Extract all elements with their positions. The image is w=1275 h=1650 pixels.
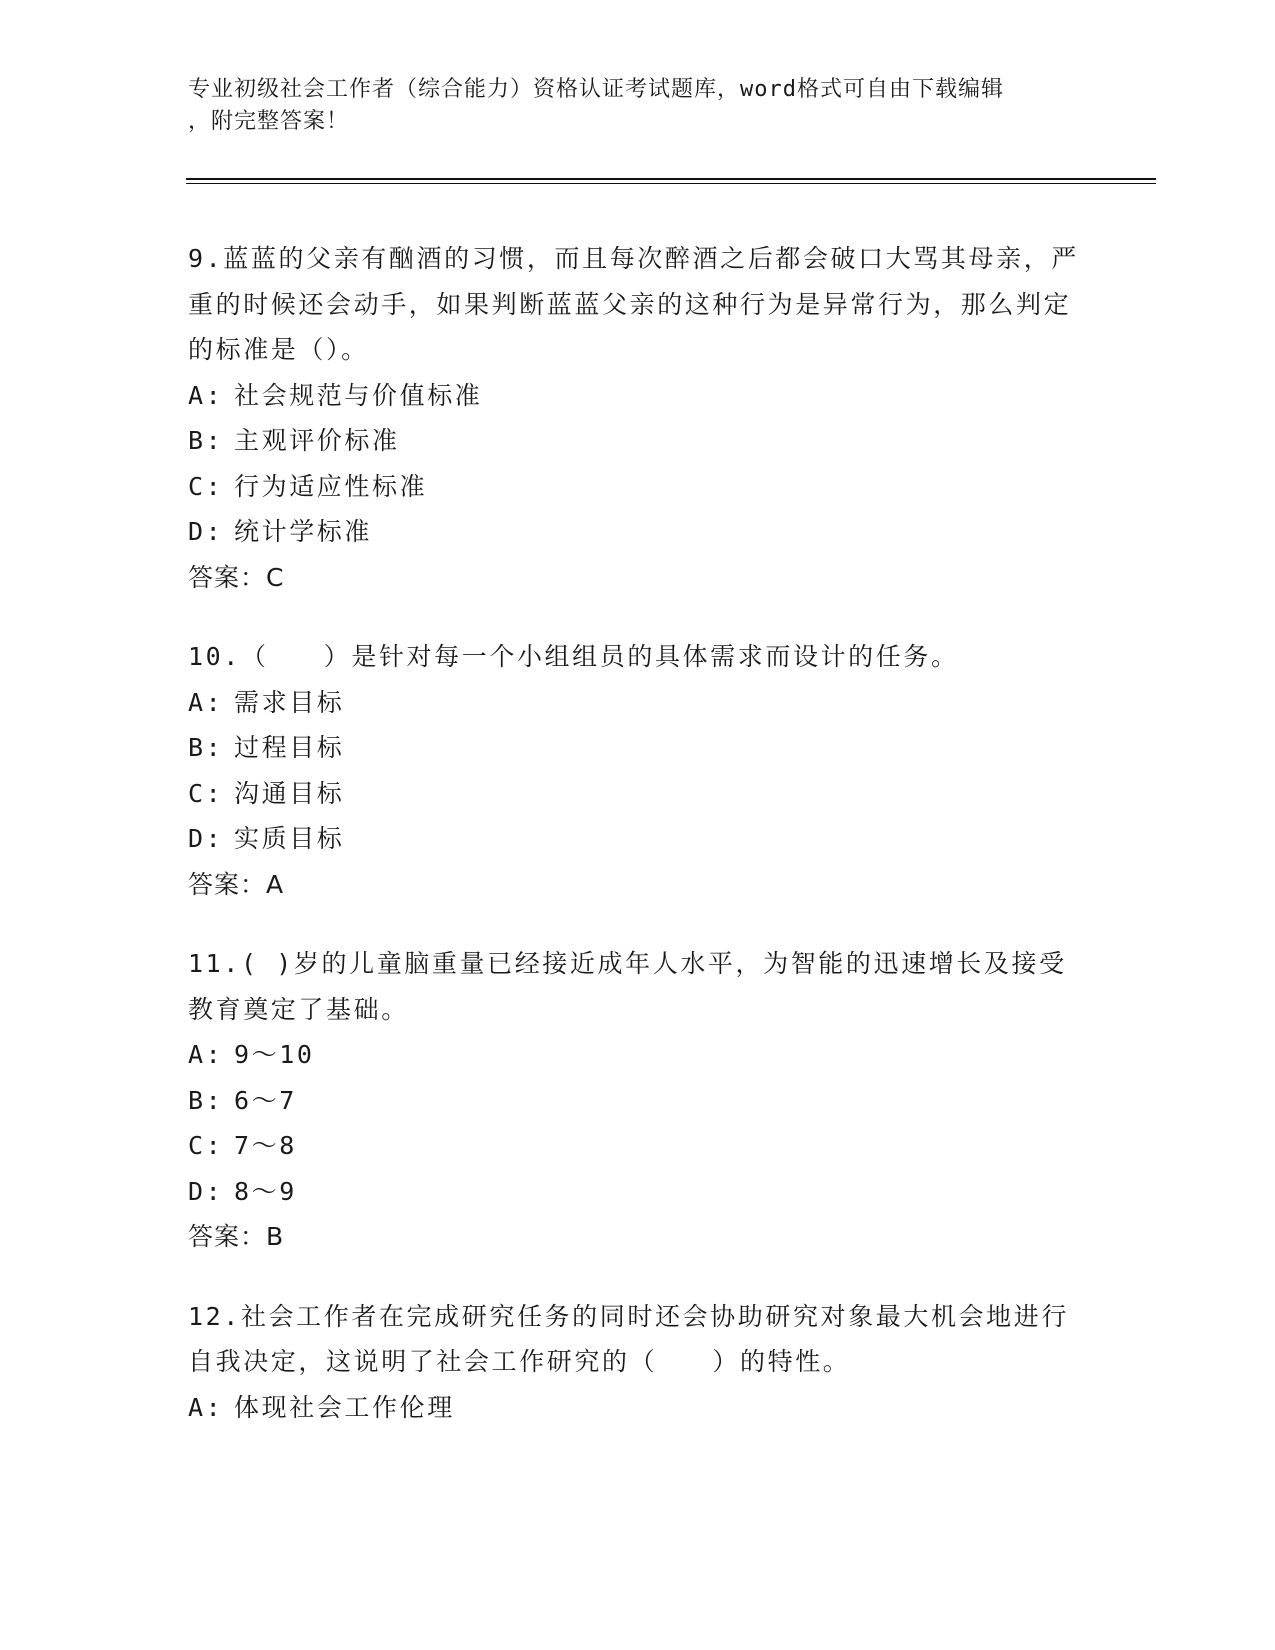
- option-text: 9～10: [234, 1040, 315, 1069]
- header-line-1: 专业初级社会工作者（综合能力）资格认证考试题库，word格式可自由下载编辑: [188, 77, 1004, 102]
- option-c: [188, 771, 1088, 817]
- header-line-2: ，附完整答案！: [188, 109, 350, 134]
- option-c: [188, 1123, 1088, 1169]
- question-11: [188, 941, 1088, 1260]
- question-stem: 11.( )岁的儿童脑重量已经接近成年人水平，为智能的迅速增长及接受教育奠定了基础。: [188, 949, 1067, 1024]
- option-key: C:: [188, 1131, 224, 1160]
- option-c: [188, 464, 1088, 510]
- option-text: 实质目标: [234, 824, 345, 853]
- answer-line: 答案：C: [188, 562, 285, 592]
- question-stem: 10.（ ）是针对每一个小组组员的具体需求而设计的任务。: [188, 642, 959, 671]
- option-key: A:: [188, 1392, 224, 1422]
- option-key: B:: [188, 426, 224, 455]
- option-key: D:: [188, 824, 224, 853]
- question-stem: 12.社会工作者在完成研究任务的同时还会协助研究对象最大机会地进行自我决定，这说明了社会工作研究的（ ）的特性。: [188, 1301, 1069, 1376]
- option-text: 主观评价标准: [234, 426, 400, 455]
- question-12: [188, 1294, 1088, 1431]
- option-key: A:: [188, 1040, 224, 1069]
- option-key: A:: [188, 380, 224, 410]
- option-text: 6～7: [234, 1085, 297, 1115]
- header-divider-thin: [186, 183, 1156, 184]
- question-list: [188, 236, 1088, 1464]
- option-key: B:: [188, 1085, 224, 1115]
- option-text: 过程目标: [234, 733, 345, 762]
- option-d: [188, 816, 1088, 862]
- option-key: B:: [188, 733, 224, 762]
- option-key: A:: [188, 687, 224, 717]
- option-b: [188, 725, 1088, 771]
- option-text: 统计学标准: [234, 517, 373, 546]
- option-a: [188, 1385, 1088, 1431]
- question-10: [188, 634, 1088, 907]
- option-a: [188, 1032, 1088, 1078]
- option-text: 体现社会工作伦理: [234, 1392, 455, 1422]
- option-text: 沟通目标: [234, 778, 345, 808]
- option-d: [188, 509, 1088, 555]
- option-b: [188, 418, 1088, 464]
- option-text: 行为适应性标准: [234, 471, 428, 501]
- option-d: [188, 1169, 1088, 1215]
- question-stem: 9.蓝蓝的父亲有酗酒的习惯，而且每次醉酒之后都会破口大骂其母亲，严重的时候还会动手，如果判断蓝蓝父亲的这种行为是异常行为，那么判定的标准是（）。: [188, 244, 1079, 364]
- option-key: C:: [188, 471, 224, 501]
- document-header: [188, 74, 1068, 138]
- header-divider-thick: [186, 178, 1156, 180]
- option-a: [188, 373, 1088, 419]
- option-a: [188, 680, 1088, 726]
- option-text: 8～9: [234, 1176, 297, 1206]
- answer-line: 答案：B: [188, 1222, 285, 1251]
- option-text: 需求目标: [234, 687, 345, 717]
- option-key: C:: [188, 778, 224, 808]
- option-key: D:: [188, 1176, 224, 1206]
- option-b: [188, 1078, 1088, 1124]
- option-text: 7～8: [234, 1131, 297, 1160]
- answer-line: 答案：A: [188, 869, 285, 899]
- question-9: [188, 236, 1088, 600]
- option-key: D:: [188, 517, 224, 546]
- option-text: 社会规范与价值标准: [234, 380, 483, 410]
